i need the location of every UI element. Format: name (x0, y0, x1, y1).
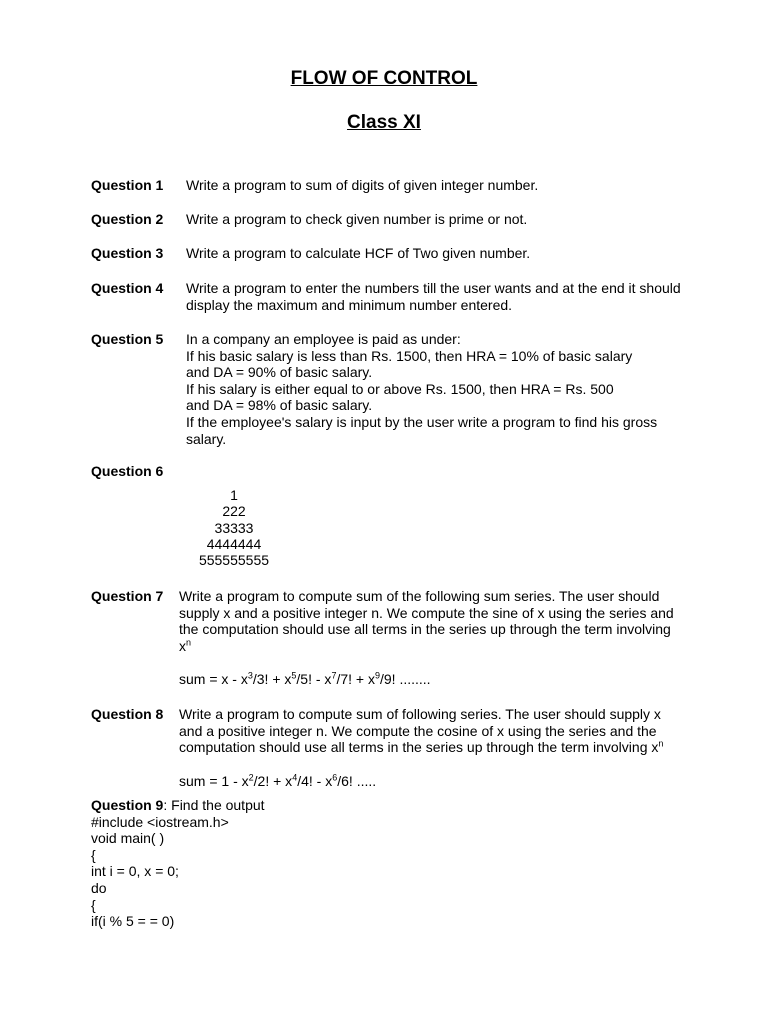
question-text-line: Write a program to enter the numbers till the user wants and at the end it should (186, 280, 681, 296)
number-pyramid (190, 487, 278, 568)
exponent: n (186, 637, 192, 648)
question-text-line: and DA = 90% of basic salary. (186, 364, 373, 381)
question-text-line: the computation should use all terms in the series up through the term involving (179, 621, 671, 638)
question-8-text (179, 706, 663, 756)
code-line: if(i % 5 = = 0) (91, 913, 175, 930)
question-7-text (179, 588, 674, 654)
question-8-label: Question 8 (91, 706, 164, 722)
code-line: int i = 0, x = 0; (91, 863, 179, 880)
question-text-line: In a company an employee is paid as under: (186, 331, 461, 347)
question-7-label: Question 7 (91, 588, 164, 604)
question-text-line: and a positive integer n. We compute the cosine of x using the series and the (179, 722, 657, 739)
exponent: 6 (332, 772, 338, 783)
question-text-line: and DA = 98% of basic salary. (186, 397, 373, 414)
pyramid-row: 1 (230, 487, 238, 503)
question-text-line: supply x and a positive integer n. We compute the sine of x using the series and (179, 604, 674, 621)
code-line: void main( ) (91, 830, 165, 847)
formula-part: sum = 1 - x (179, 773, 249, 789)
code-line: #include <iostream.h> (91, 813, 229, 830)
document-subtitle: Class XI (347, 112, 421, 133)
pyramid-row: 4444444 (206, 535, 262, 552)
document-title: FLOW OF CONTROL (290, 68, 478, 89)
formula-part: /2! + x (253, 773, 293, 789)
question-9-heading (91, 797, 265, 814)
question-5-text (186, 331, 657, 447)
sine-series-formula (179, 671, 431, 687)
question-text-line: display the maximum and minimum number entered. (186, 296, 513, 313)
exponent: 5 (291, 670, 297, 681)
exponent: n (658, 738, 664, 749)
question-text-line: If his basic salary is less than Rs. 1500, then HRA = 10% of basic salary (186, 347, 633, 364)
formula-part: /6! ..... (337, 773, 377, 789)
question-2-text (186, 211, 527, 228)
question-9-block (91, 797, 265, 930)
question-text-line: Write a program to calculate HCF of Two given number. (186, 245, 531, 261)
cosine-series-formula (179, 773, 376, 789)
question-9-instruction: : Find the output (163, 797, 265, 813)
exponent: 4 (292, 772, 298, 783)
question-text-line: salary. (186, 430, 227, 447)
question-text-line (179, 739, 663, 756)
question-3-text (186, 245, 530, 262)
exponent: 9 (374, 670, 380, 681)
formula-part: /9! ........ (380, 671, 431, 687)
question-3-label: Question 3 (91, 245, 164, 261)
code-line: { (91, 896, 96, 913)
question-5-label: Question 5 (91, 331, 164, 347)
question-1-text (186, 177, 538, 194)
question-9-label: Question 9 (91, 797, 164, 813)
pyramid-row: 555555555 (198, 552, 270, 569)
formula-part: /4! - x (297, 773, 333, 789)
question-text-line: Write a program to sum of digits of given integer number. (186, 177, 539, 193)
code-line: { (91, 846, 96, 863)
question-text-line: Write a program to compute sum of following series. The user should supply x (179, 706, 661, 722)
question-4-label: Question 4 (91, 280, 164, 296)
code-line: do (91, 879, 107, 896)
formula-part: sum = x - x (179, 671, 248, 687)
question-4-text (186, 280, 681, 313)
question-text-part: computation should use all terms in the series up through the term involving x (179, 739, 659, 756)
formula-part: /3! + x (252, 671, 292, 687)
exponent: 2 (248, 772, 254, 783)
question-text-line (179, 638, 674, 655)
pyramid-row: 222 (222, 503, 246, 520)
pyramid-row: 33333 (214, 519, 254, 536)
x-variable: x (179, 637, 186, 654)
question-6-label: Question 6 (91, 463, 164, 479)
exponent: 3 (247, 670, 253, 681)
question-text-line: If the employee's salary is input by the user write a program to find his gross (186, 413, 658, 430)
exponent: 7 (331, 670, 337, 681)
question-2-label: Question 2 (91, 211, 164, 227)
question-text-line: If his salary is either equal to or above Rs. 1500, then HRA = Rs. 500 (186, 380, 614, 397)
question-text-line: Write a program to check given number is prime or not. (186, 211, 528, 227)
formula-part: /7! + x (336, 671, 375, 687)
question-text-line: Write a program to compute sum of the following sum series. The user should (179, 588, 660, 604)
formula-part: /5! - x (296, 671, 332, 687)
question-1-label: Question 1 (91, 177, 164, 193)
